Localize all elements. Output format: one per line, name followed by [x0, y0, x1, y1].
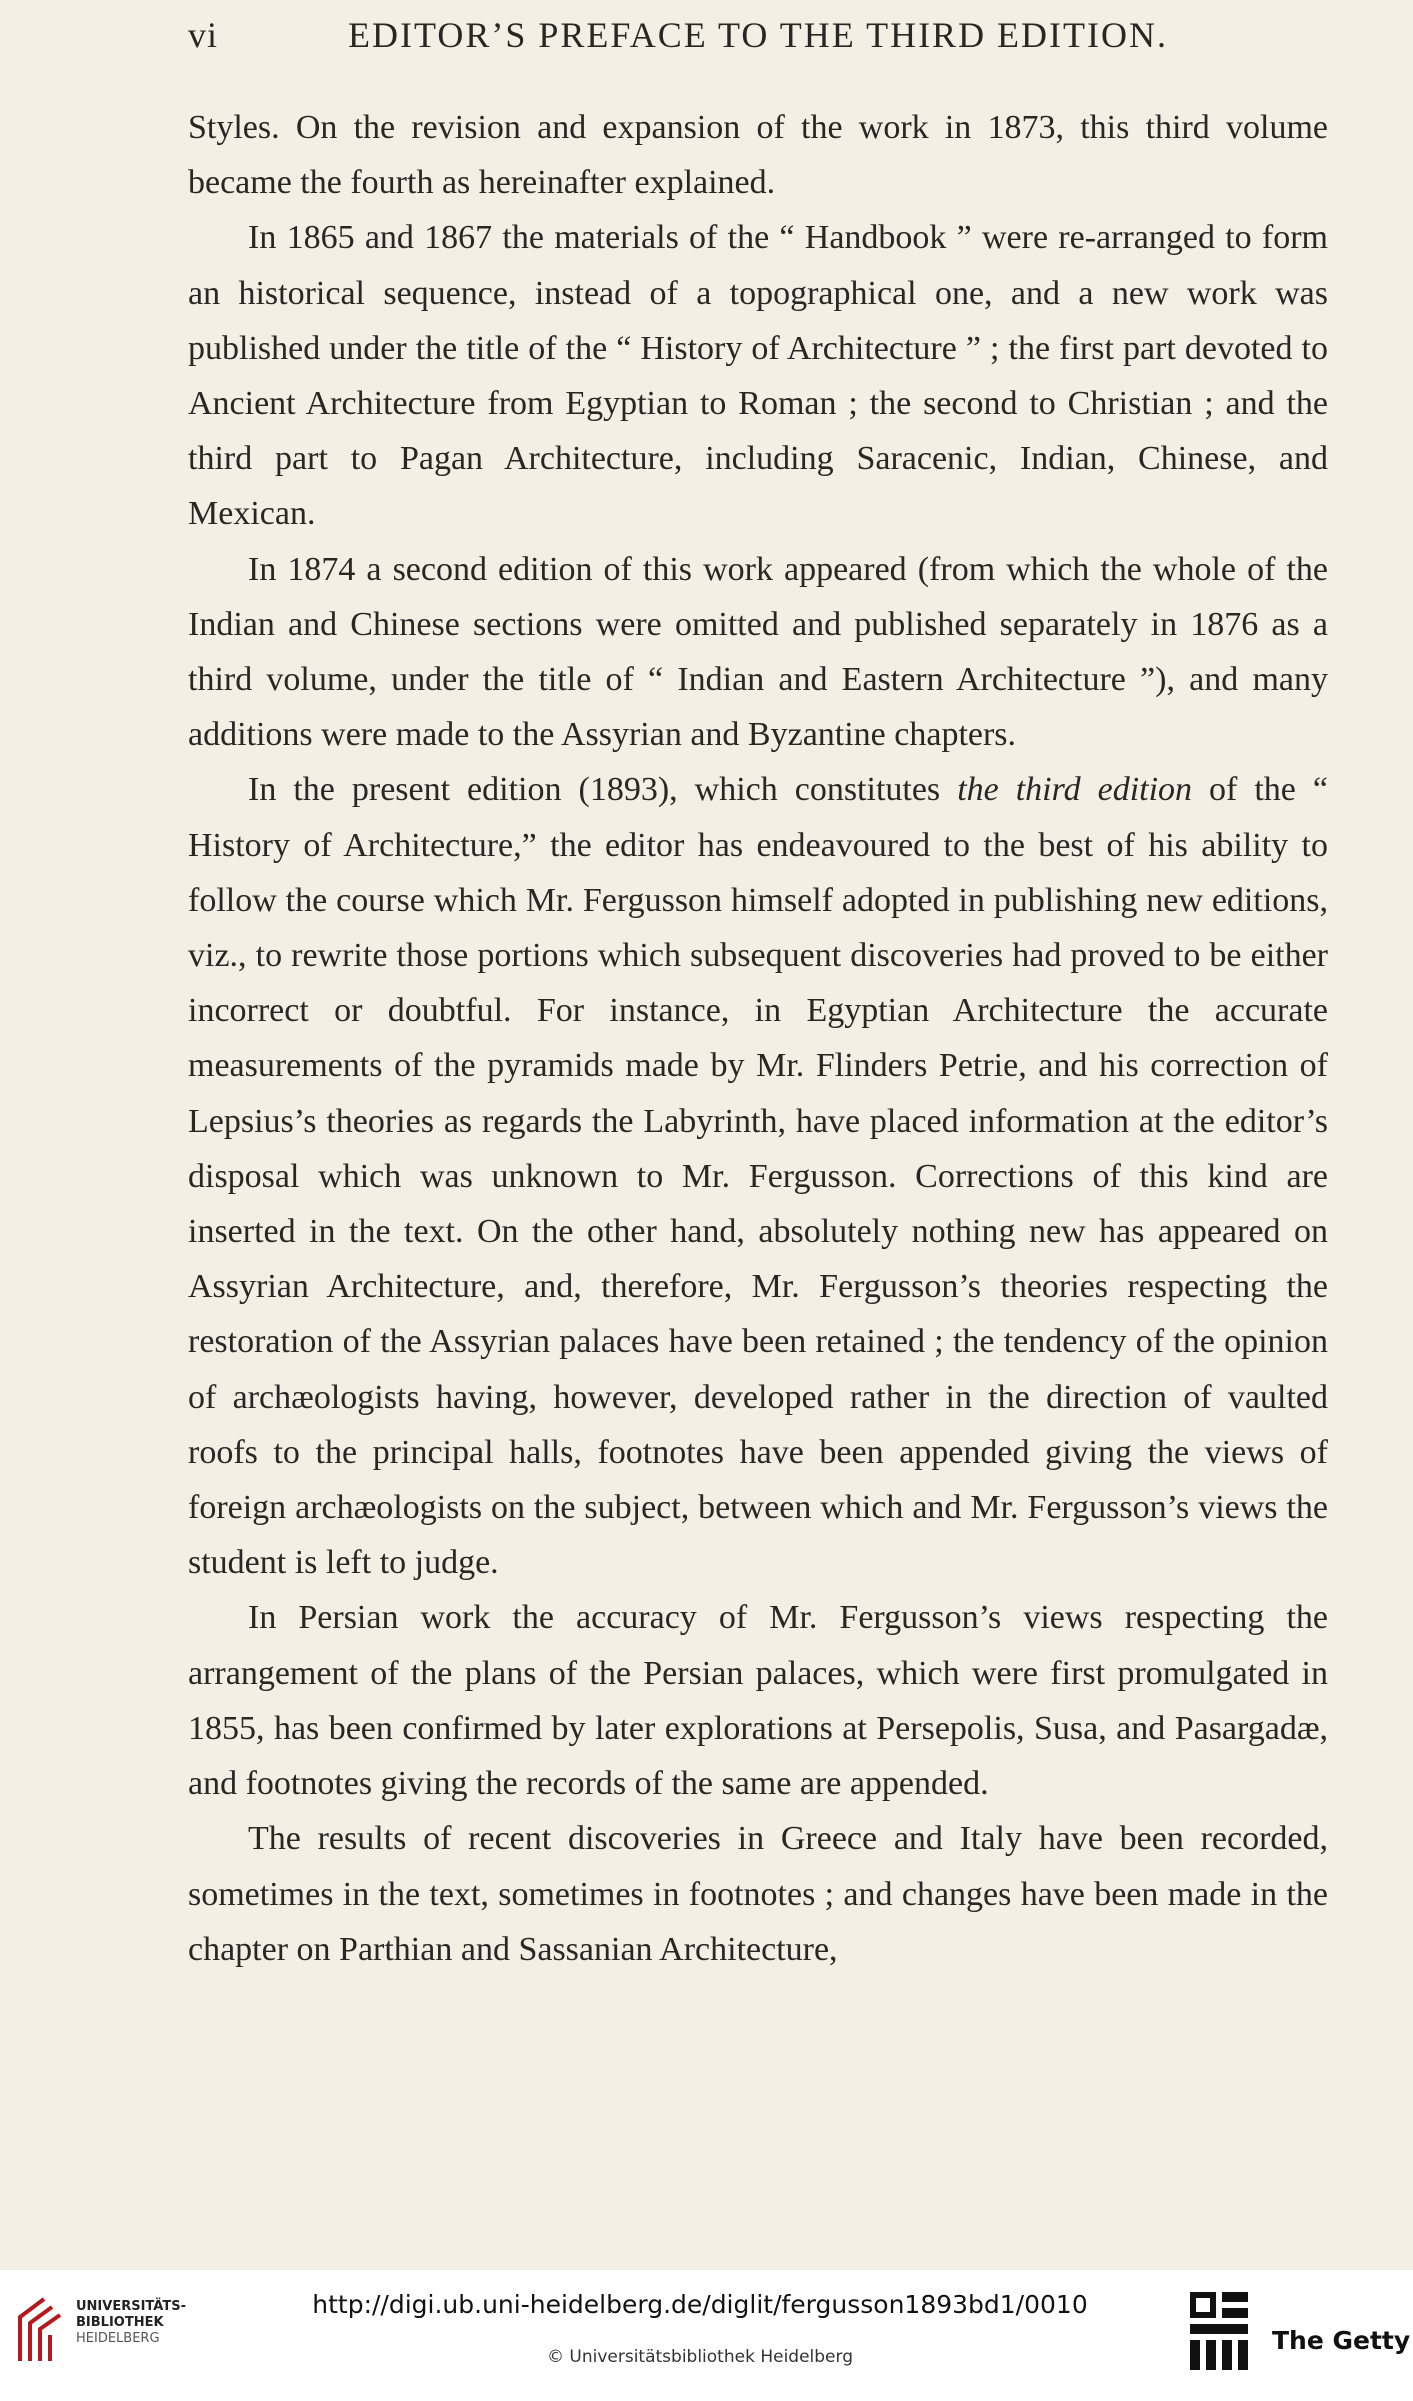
footer-bar	[0, 2270, 1413, 2401]
library-name	[76, 2299, 186, 2347]
paragraph	[188, 100, 1328, 210]
page-number: vi	[188, 15, 219, 55]
body-text	[188, 100, 1328, 1977]
permalink-url[interactable]: http://digi.ub.uni-heidelberg.de/diglit/fergusson1893bd1/0010	[312, 2290, 1088, 2319]
paragraph-text: The results of recent discoveries in Greece and Italy have been recorded, sometimes in the text, sometimes in footnotes ; and changes have been made in the chapter on Parthian and Sassanian Architecture,	[188, 1820, 1328, 1968]
paragraph-text: In 1865 and 1867 the materials of the “ Handbook ” were re-arranged to form an historical sequence, instead of a topographical one, and a new work was published under the title of the “ History of Architecture ” ; the first part devoted to Ancient Architecture from Egyptian to Roman ; the second to Christian ; and the third part to Pagan Architecture, including Saracenic, Indian, Chinese, and Mexican.	[188, 219, 1328, 533]
paragraph-text: In Persian work the accuracy of Mr. Fergusson’s views respecting the arrangement of the plans of the Persian palaces, which were first promulgated in 1855, has been confirmed by later explorations at Persepolis, Susa, and Pasargadæ, and footnotes giving the records of the same are appended.	[188, 1599, 1328, 1803]
paragraph	[188, 542, 1328, 763]
copyright-notice: © Universitätsbibliothek Heidelberg	[546, 2347, 853, 2367]
paragraph-text: In 1874 a second edition of this work appeared (from which the whole of the Indian and Chinese sections were omitted and published separately in 1876 as a third volume, under the title of “ Indian and Eastern Architecture ”), and many additions were made to the Assyrian and Byzantine chapters.	[188, 550, 1328, 754]
page-header	[188, 14, 1328, 64]
italic-text: the third edition	[957, 771, 1193, 809]
heidelberg-library-logo-icon	[12, 2295, 66, 2365]
paragraph	[188, 1811, 1328, 1977]
library-name-line2: BIBLIOTHEK	[76, 2315, 164, 2330]
running-title: EDITOR’S PREFACE TO THE THIRD EDITION.	[348, 15, 1169, 55]
paragraph	[188, 210, 1328, 541]
paragraph-text: of the “ History of Architecture,” the editor has endeavoured to the best of his ability to follow the course which Mr. Fergusson himself adopted in publishing new editions, viz., to rewrite those portions which subsequent discoveries had proved to be either incorrect or doubtful. For instance, in Egyptian Architecture the accurate measurements of the pyramids made by Mr. Flinders Petrie, and his correction of Lepsius’s theories as regards the Labyrinth, have placed information at the editor’s disposal which was unknown to Mr. Fergusson. Corrections of this kind are inserted in the text. On the other hand, absolutely nothing new has appeared on Assyrian Architecture, and, therefore, Mr. Fergusson’s theories respecting the restoration of the Assyrian palaces have been retained ; the tendency of the opinion of archæologists having, however, developed rather in the direction of vaulted roofs to the principal halls, footnotes have been appended giving the views of foreign archæologists on the subject, between which and Mr. Fergusson’s views the student is left to judge.	[188, 771, 1328, 1582]
paragraph	[188, 762, 1328, 1590]
paragraph-text: Styles. On the revision and expansion of the work in 1873, this third volume became the fourth as hereinafter explained.	[188, 109, 1328, 202]
paragraph-text: In the present edition (1893), which constitutes	[248, 771, 958, 809]
library-name-line1: UNIVERSITÄTS-	[76, 2299, 186, 2314]
library-city: HEIDELBERG	[76, 2331, 160, 2346]
getty-logo-icon	[1188, 2290, 1250, 2372]
getty-label: The Getty	[1272, 2326, 1411, 2355]
paragraph	[188, 1590, 1328, 1811]
